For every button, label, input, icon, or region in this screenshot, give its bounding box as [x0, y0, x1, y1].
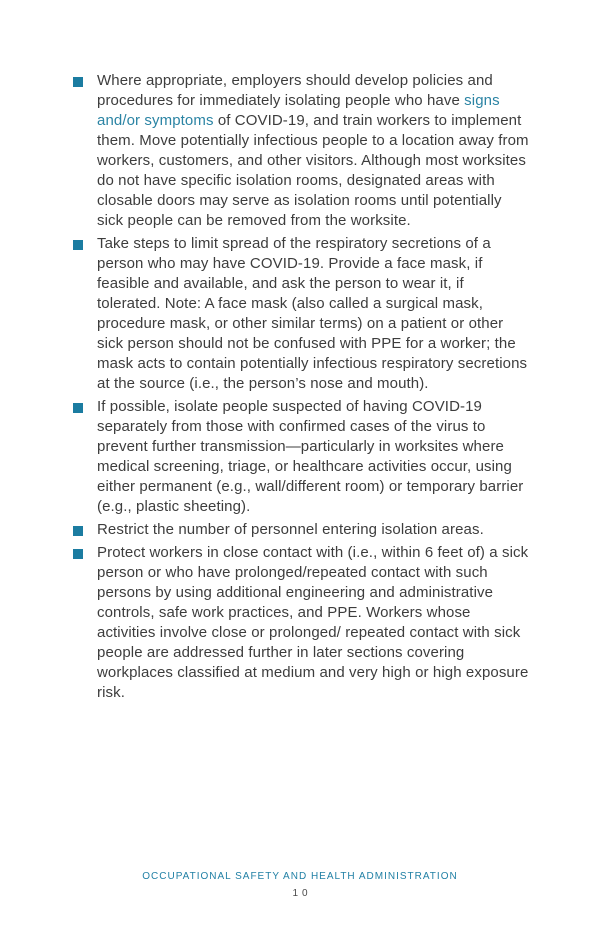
bullet-text	[97, 520, 529, 540]
inline-link[interactable]: signs and/or symptoms	[97, 92, 500, 129]
footer-organization-text: OCCUPATIONAL SAFETY AND HEALTH ADMINISTRATION	[142, 871, 458, 882]
page-footer	[0, 870, 600, 900]
bullet-square-icon	[73, 403, 83, 413]
bullet-item	[73, 543, 533, 703]
bullet-text-segment: If possible, isolate people suspected of having COVID-19 separately from those with confirmed cases of the virus to prevent further transmission—particularly in worksites where medical screening, triage, or healthcare activities occur, using either permanent (e.g., wall/different room) or temporary barrier (e.g., plastic sheeting).	[97, 398, 524, 515]
bullet-square-icon	[73, 77, 83, 87]
bullet-item	[73, 234, 533, 394]
bullet-item	[73, 520, 533, 540]
bullet-square-icon	[73, 240, 83, 250]
bullet-text	[97, 543, 529, 703]
bullet-text	[97, 71, 529, 231]
bullet-item	[73, 397, 533, 517]
bullet-text-segment: Take steps to limit spread of the respiratory secretions of a person who may have COVID-19. Provide a face mask, if feasible and available, and ask the person to wear it, if tolerated. Note: A face mask (also called a surgical mask, procedure mask, or other similar terms) on a patient or other sick person should not be confused with PPE for a worker; the mask acts to contain potentially infectious respiratory secretions at the source (i.e., the person’s nose and mouth).	[97, 235, 528, 392]
bullet-item	[73, 71, 533, 231]
bullet-text-segment: Protect workers in close contact with (i.e., within 6 feet of) a sick person or who have prolonged/repeated contact with such persons by using additional engineering and administrative controls, safe work practices, and PPE. Workers whose activities involve close or prolonged/ repeated contact with sick people are addressed further in later sections covering workplaces classified at medium and very high or high exposure risk.	[97, 544, 529, 701]
bullet-square-icon	[73, 526, 83, 536]
footer-page-number: 10	[292, 888, 312, 899]
bullet-text	[97, 234, 529, 394]
bullet-list	[73, 71, 533, 706]
bullet-square-icon	[73, 549, 83, 559]
bullet-text-segment: of COVID-19, and train workers to implement them. Move potentially infectious people to a location away from workers, customers, and other visitors. Although most worksites do not have specific isolation rooms, designated areas with closable doors may serve as isolation rooms until potentially sick people can be removed from the worksite.	[97, 112, 529, 229]
bullet-text-segment: Restrict the number of personnel entering isolation areas.	[97, 521, 484, 538]
bullet-text	[97, 397, 529, 517]
bullet-text-segment: Where appropriate, employers should develop policies and procedures for immediately isolating people who have	[97, 72, 493, 109]
